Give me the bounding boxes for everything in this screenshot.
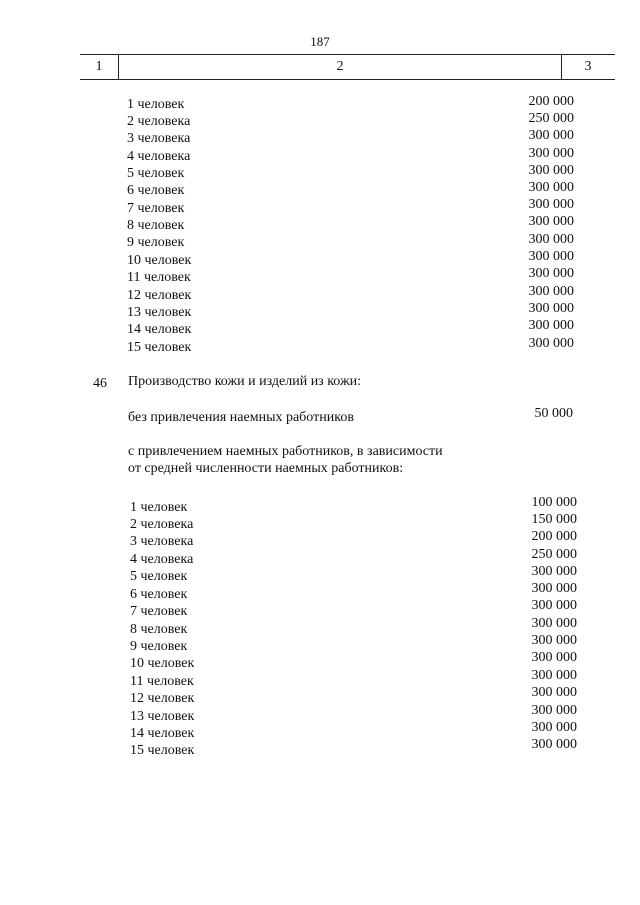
with-employees-text-line1: с привлечением наемных работников, в зависимости [128,444,443,459]
section46-row-label: 1 человек [130,500,188,515]
section46-row-value: 100 000 [531,495,577,510]
block1-row-value: 300 000 [528,214,574,229]
section46-row-label: 3 человека [130,534,194,549]
column-header-2: 2 [118,55,562,79]
block1-row-value: 300 000 [528,336,574,351]
section46-row-label: 9 человек [130,639,188,654]
section46-row-value: 300 000 [531,720,577,735]
block1-row-value: 300 000 [528,180,574,195]
section46-row-label: 7 человек [130,604,188,619]
block1-row-value: 300 000 [528,318,574,333]
block1-row-value: 300 000 [528,266,574,281]
section-title: Производство кожи и изделий из кожи: [128,374,362,389]
section46-row-label: 14 человек [130,726,195,741]
section46-row-value: 300 000 [531,581,577,596]
block1-row-label: 3 человека [127,131,191,146]
section46-row-label: 12 человек [130,691,195,706]
without-employees-label: без привлечения наемных работников [128,410,354,425]
block1-row-value: 300 000 [528,301,574,316]
section46-row-label: 6 человек [130,587,188,602]
section46-row-value: 300 000 [531,668,577,683]
section46-row-value: 300 000 [531,633,577,648]
block1-row-label: 9 человек [127,235,185,250]
section46-row-label: 5 человек [130,569,188,584]
block1-row-value: 250 000 [528,111,574,126]
block1-row-value: 300 000 [528,163,574,178]
section46-row-label: 15 человек [130,743,195,758]
section46-row-label: 8 человек [130,622,188,637]
section46-row-value: 300 000 [531,737,577,752]
section46-row-label: 4 человека [130,552,194,567]
section46-row-value: 300 000 [531,564,577,579]
column-header-3: 3 [584,59,592,74]
section46-row-value: 250 000 [531,547,577,562]
block1-row-value: 300 000 [528,197,574,212]
block1-row-label: 7 человек [127,201,185,216]
block1-row-value: 300 000 [528,146,574,161]
block1-row-label: 10 человек [127,253,192,268]
section46-row-value: 300 000 [531,685,577,700]
section46-row-value: 200 000 [531,529,577,544]
section-number: 46 [93,376,107,391]
block1-row-label: 13 человек [127,305,192,320]
section46-row-label: 11 человек [130,674,194,689]
block1-row-label: 1 человек [127,97,185,112]
block1-row-value: 300 000 [528,249,574,264]
block1-row-label: 4 человека [127,149,191,164]
section46-row-label: 13 человек [130,709,195,724]
section46-row-value: 300 000 [531,616,577,631]
block1-row-value: 300 000 [528,232,574,247]
block1-row-label: 8 человек [127,218,185,233]
section46-row-value: 150 000 [531,512,577,527]
block1-row-label: 11 человек [127,270,191,285]
section46-row-value: 300 000 [531,598,577,613]
page-number: 187 [310,34,330,49]
block1-row-value: 200 000 [528,94,574,109]
block1-row-label: 2 человека [127,114,191,129]
block1-row-value: 300 000 [528,284,574,299]
with-employees-text-line2: от средней численности наемных работников: [128,461,404,476]
block1-row-value: 300 000 [528,128,574,143]
block1-row-label: 5 человек [127,166,185,181]
block1-row-label: 15 человек [127,340,192,355]
section46-row-label: 2 человека [130,517,194,532]
column-header-1: 1 [95,59,103,74]
section46-row-value: 300 000 [531,703,577,718]
section46-row-value: 300 000 [531,650,577,665]
block1-row-label: 6 человек [127,183,185,198]
block1-row-label: 14 человек [127,322,192,337]
block1-row-label: 12 человек [127,288,192,303]
section46-row-label: 10 человек [130,656,195,671]
without-employees-value: 50 000 [534,406,573,421]
table-header [80,54,615,80]
